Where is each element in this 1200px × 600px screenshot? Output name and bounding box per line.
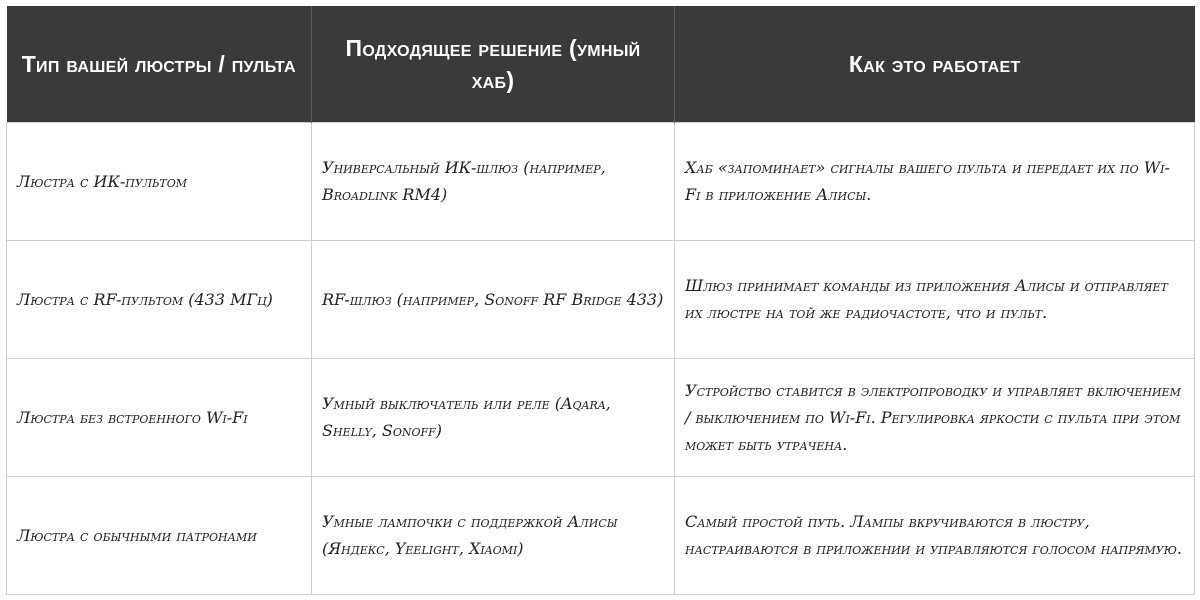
table-row	[7, 122, 1195, 240]
comparison-table-wrapper	[6, 6, 1194, 594]
cell-solution: RF-шлюз (например, Sonoff RF Bridge 433)	[312, 240, 675, 358]
header-how-it-works: Как это работает	[675, 6, 1195, 122]
cell-how: Хаб «запоминает» сигналы вашего пульта и передает их по Wi-Fi в приложение Алисы.	[675, 122, 1195, 240]
table-header-row	[7, 6, 1195, 122]
cell-how: Самый простой путь. Лампы вкручиваются в люстру, настраиваются в приложении и управляются голосом напрямую.	[675, 476, 1195, 594]
cell-type: Люстра без встроенного Wi-Fi	[7, 358, 312, 476]
comparison-table	[6, 6, 1195, 595]
cell-type: Люстра с RF-пультом (433 МГц)	[7, 240, 312, 358]
cell-type: Люстра с обычными патронами	[7, 476, 312, 594]
table-row	[7, 240, 1195, 358]
cell-how: Шлюз принимает команды из приложения Алисы и отправляет их люстре на той же радиочастоте, что и пульт.	[675, 240, 1195, 358]
cell-how: Устройство ставится в электропроводку и управляет включением / выключением по Wi-Fi. Регулировка яркости с пульта при этом может быть утрачена.	[675, 358, 1195, 476]
cell-solution: Универсальный ИК-шлюз (например, Broadlink RM4)	[312, 122, 675, 240]
header-solution: Подходящее решение (умный хаб)	[312, 6, 675, 122]
cell-solution: Умные лампочки с поддержкой Алисы (Яндекс, Yeelight, Xiaomi)	[312, 476, 675, 594]
table-row	[7, 358, 1195, 476]
table-row	[7, 476, 1195, 594]
cell-type: Люстра с ИК-пультом	[7, 122, 312, 240]
header-chandelier-type: Тип вашей люстры / пульта	[7, 6, 312, 122]
cell-solution: Умный выключатель или реле (Aqara, Shelly, Sonoff)	[312, 358, 675, 476]
